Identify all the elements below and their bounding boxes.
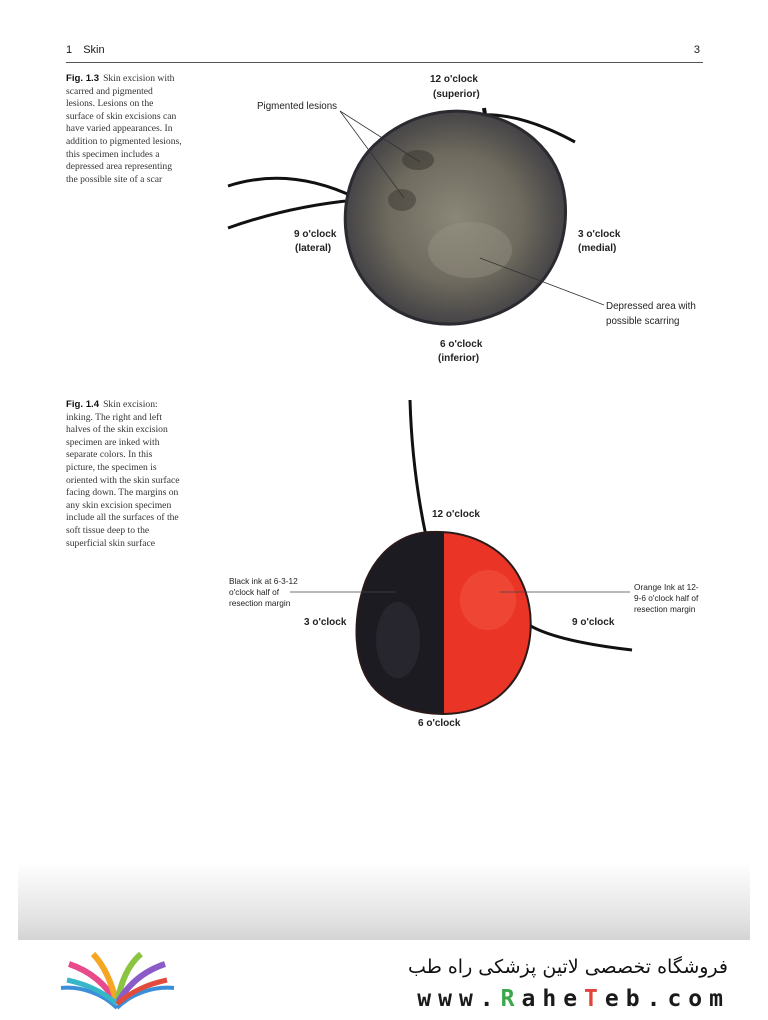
superior-label: (superior)	[433, 89, 480, 100]
three-oclock-label: 3 o'clock	[578, 229, 621, 240]
site-url[interactable]: www.RaheTeb.com	[417, 986, 730, 1012]
figure-1-4-photo	[0, 390, 768, 750]
six-oclock-label: 6 o'clock	[440, 339, 483, 350]
orange-ink-label: Orange Ink at 12-	[634, 582, 699, 592]
figure-1-4-caption-text: Skin excision: inking. The right and left halves of the skin excision specimen are inked with separate colors. In this picture, the specimen is oriented with the skin surface facing down. The margins on any skin excision specimen include all the surfaces of the soft tissue deep to the superficial skin surface	[66, 399, 180, 549]
page-bottom-shadow	[18, 862, 750, 940]
nine-oclock-label: 9 o'clock	[294, 229, 337, 240]
page-number: 3	[693, 44, 700, 56]
black-ink-label: o'clock half of	[229, 587, 280, 597]
twelve-oclock-label: 12 o'clock	[430, 74, 478, 85]
depressed-area-label: Depressed area with	[606, 301, 696, 312]
skin-specimen	[345, 111, 565, 324]
lateral-label: (lateral)	[295, 243, 332, 254]
suture-top	[410, 400, 426, 536]
shop-name: فروشگاه تخصصی لاتین پزشکی راه طب	[408, 956, 728, 978]
chapter-number: 1	[66, 44, 73, 56]
suture-left-upper	[228, 178, 356, 198]
open-book-logo-icon	[55, 950, 180, 1012]
figure-1-3-caption-text: Skin excision with scarred and pigmented lesions. Lesions on the surface of skin excisions can have varied appearances. In addition to pigmented lesions, this specimen includes a depressed area representing the possible site of a scar	[66, 73, 182, 185]
chapter-title: Skin	[83, 44, 105, 56]
pigmented-lesion	[402, 150, 434, 170]
figure-1-3-label: Fig. 1.3	[66, 73, 100, 84]
inferior-label: (inferior)	[438, 353, 480, 364]
black-ink-label: resection margin	[229, 598, 291, 608]
depressed-area	[428, 222, 512, 278]
black-ink-label: Black ink at 6-3-12	[229, 576, 298, 586]
scarring-label: possible scarring	[606, 316, 680, 327]
three-oclock-label: 3 o'clock	[304, 617, 347, 628]
nine-oclock-label: 9 o'clock	[572, 617, 615, 628]
figure-1-4-label: Fig. 1.4	[66, 399, 100, 410]
figure-1-3-photo	[0, 0, 768, 380]
medial-label: (medial)	[578, 243, 617, 254]
twelve-oclock-label: 12 o'clock	[432, 509, 480, 520]
six-oclock-label: 6 o'clock	[418, 718, 461, 729]
pigmented-lesions-label: Pigmented lesions	[257, 101, 338, 112]
orange-ink-label: 9-6 o'clock half of	[634, 593, 699, 603]
orange-ink-label: resection margin	[634, 604, 696, 614]
suture-left-lower	[228, 200, 356, 228]
pigmented-lesion	[388, 189, 416, 211]
